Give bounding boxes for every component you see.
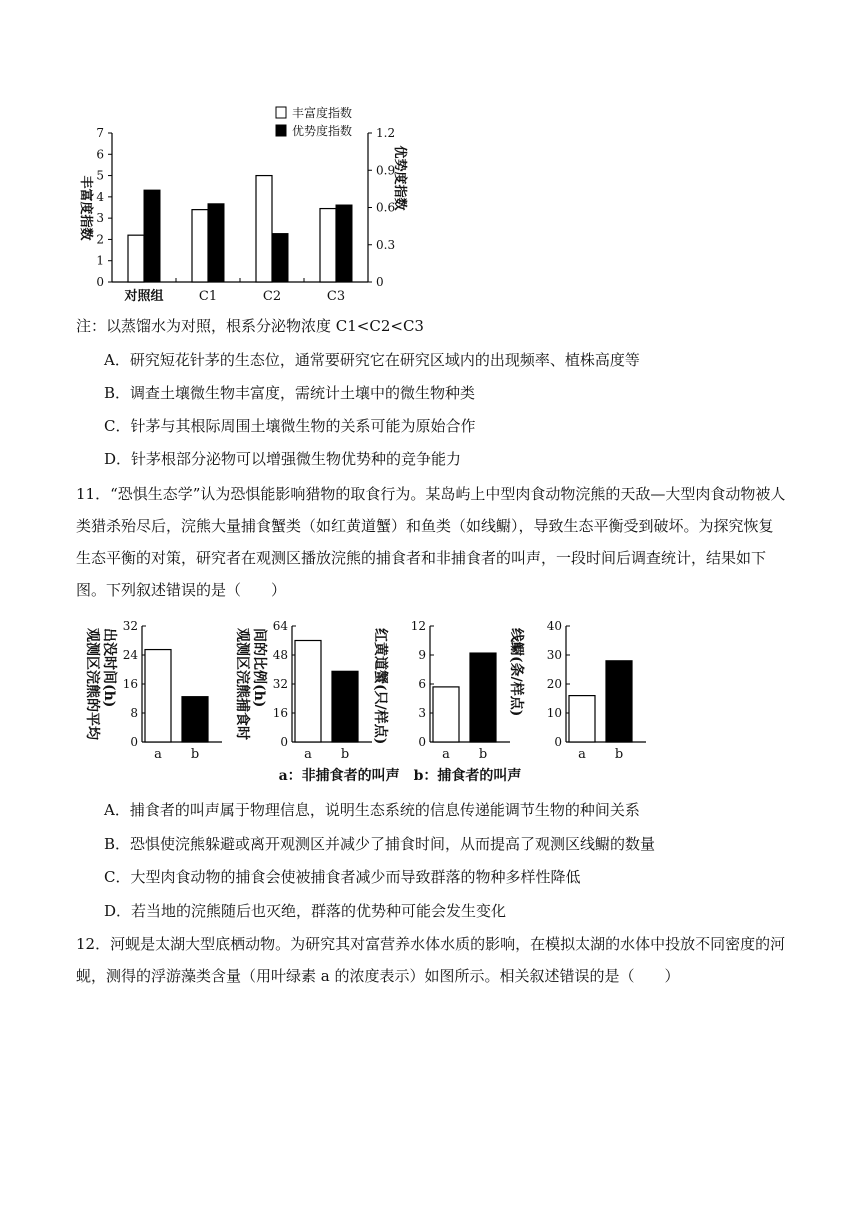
q11-chart-tick-label: 48: [272, 648, 288, 662]
q11-chart-category-label: b: [340, 747, 350, 762]
q11-chart-tick-label: 12: [410, 619, 426, 633]
chart1-legend: [276, 105, 352, 138]
q11-chart-ylabel: 出没时间(h): [101, 628, 117, 708]
chart-note: 注：以蒸馏水为对照，根系分泌物浓度 C1<C2<C3: [76, 317, 424, 335]
q11-chart-2: [234, 619, 372, 762]
q11-chart-category-label: b: [190, 747, 200, 762]
chart1-left-tick-label: 4: [96, 189, 104, 204]
legend-label-richness: 丰富度指数: [292, 106, 353, 120]
chart1-bar-richness: [192, 210, 208, 282]
chart1-ylabel-right: 优势度指数: [392, 145, 407, 211]
q11-chart-category-label: a: [442, 747, 450, 762]
chart1-right-tick-label: 0.3: [376, 237, 396, 252]
q10-option-a: A．研究短花针茅的生态位，通常要研究它在研究区域内的出现频率、植株高度等: [104, 351, 640, 369]
chart1-bar-richness: [128, 235, 144, 282]
q11-chart-bar-a: [569, 696, 595, 742]
chart1-right-tick-label: 0: [376, 275, 384, 289]
q10-option-d: D．针茅根部分泌物可以增强微生物优势种的竞争能力: [104, 450, 462, 468]
q11-chart-bar-b: [332, 671, 358, 742]
q11-option-a: A．捕食者的叫声属于物理信息，说明生态系统的信息传递能调节生物的种间关系: [104, 801, 640, 819]
q11-chart-1: [84, 619, 222, 762]
q11-chart-tick-label: 6: [418, 677, 426, 691]
q11-chart-tick-label: 16: [272, 706, 288, 720]
q11-chart-tick-label: 64: [272, 619, 288, 633]
q11-chart-tick-label: 32: [272, 677, 288, 691]
q11-chart-bar-a: [295, 641, 321, 743]
chart1-bar-dominance: [144, 190, 160, 282]
q11-chart-tick-label: 8: [130, 706, 138, 720]
q11-chart-bar-b: [182, 697, 208, 742]
q11-chart-category-label: a: [578, 747, 586, 762]
q10-option-b: B．调查土壤微生物丰富度，需统计土壤中的微生物种类: [104, 384, 476, 402]
q11-chart-tick-label: 3: [418, 706, 426, 720]
legend-swatch-richness: [276, 107, 286, 118]
q11-chart-category-label: b: [614, 747, 624, 762]
chart1-left-tick-label: 2: [96, 232, 104, 247]
q11-chart-tick-label: 16: [122, 677, 138, 691]
q11-chart-tick-label: 0: [280, 735, 288, 749]
chart1-left-tick-label: 6: [96, 147, 104, 162]
q11-chart-category-label: b: [478, 747, 488, 762]
chart1-ylabel-left: 丰富度指数: [78, 175, 93, 241]
q11-chart-tick-label: 9: [418, 648, 426, 662]
chart1-right-tick-label: 0.6: [376, 200, 396, 215]
q11-charts: [70, 614, 790, 790]
chart1-right-tick-label: 1.2: [376, 126, 396, 140]
chart1-category-label: C1: [198, 289, 218, 304]
q11-option-c: C．大型肉食动物的捕食会使被捕食者减少而导致群落的物种多样性降低: [104, 868, 581, 886]
q11-chart-ylabel: 观测区浣熊的平均: [84, 628, 100, 740]
q11-stem: 11．“恐惧生态学”认为恐惧能影响猎物的取食行为。某岛屿上中型肉食动物浣熊的天敌—大型肉食动物被人类猎杀殆尽后，浣熊大量捕食蟹类（如红黄道蟹）和鱼类（如线鳚），导致生态平衡受到破坏。为探究恢复生态平衡的对策，研究者在观测区播放浣熊的捕食者和非捕食者的叫声，一段时间后调查统计，结果如下图。下列叙述错误的是（ ）: [76, 485, 786, 599]
q11-chart-bar-a: [433, 687, 459, 742]
chart1-left-tick-label: 7: [96, 126, 104, 140]
chart1-left-tick-label: 5: [96, 168, 104, 183]
q11-chart-tick-label: 40: [546, 619, 562, 633]
q11-chart-category-label: a: [154, 747, 162, 762]
chart1-category-label: 对照组: [124, 289, 164, 304]
chart1-left-tick-label: 0: [96, 275, 104, 289]
q11-chart-bar-b: [606, 661, 632, 742]
legend-swatch-dominance: [276, 125, 286, 136]
q11-chart-tick-label: 20: [546, 677, 562, 691]
chart1-bar-dominance: [208, 204, 224, 282]
chart1-category-label: C2: [262, 289, 282, 304]
q11-chart-ylabel: 红黄道蟹(只/样点): [372, 628, 388, 745]
chart1-right-tick-label: 0.9: [376, 163, 396, 178]
q10-option-c: C．针茅与其根际周围土壤微生物的关系可能为原始合作: [104, 417, 476, 435]
chart1-left-tick-label: 3: [96, 211, 104, 226]
q11-chart-3: [372, 619, 510, 762]
q11-chart-tick-label: 0: [554, 735, 562, 749]
q11-chart-tick-label: 30: [546, 648, 562, 662]
q11-chart-tick-label: 24: [122, 648, 138, 662]
q12-stem: 12．河蚬是太湖大型底栖动物。为研究其对富营养水体水质的影响，在模拟太湖的水体中投放不同密度的河蚬，测得的浮游藻类含量（用叶绿素 a 的浓度表示）如图所示。相关叙述错误的是（ ）: [76, 935, 786, 985]
q11-chart-4: [508, 619, 646, 762]
chart-richness-dominance: [70, 98, 430, 310]
q11-chart-tick-label: 32: [122, 619, 138, 633]
q11-chart-tick-label: 10: [546, 706, 562, 720]
q11-option-d: D．若当地的浣熊随后也灭绝，群落的优势种可能会发生变化: [104, 902, 507, 920]
q11-chart-legend: a：非捕食者的叫声 b：捕食者的叫声: [278, 768, 522, 784]
chart1-bar-richness: [256, 176, 272, 282]
chart1-bar-richness: [320, 209, 336, 282]
chart1-category-label: C3: [326, 289, 346, 304]
q11-chart-tick-label: 0: [130, 735, 138, 749]
q11-chart-tick-label: 0: [418, 735, 426, 749]
q11-chart-ylabel: 观测区浣熊捕食时: [234, 628, 250, 740]
chart1-bar-dominance: [272, 234, 288, 282]
q11-chart-ylabel: 间的比例(h): [251, 628, 267, 708]
q11-chart-bar-a: [145, 650, 171, 742]
q11-option-b: B．恐惧使浣熊躲避或离开观测区并减少了捕食时间，从而提高了观测区线鳚的数量: [104, 835, 656, 853]
q11-chart-bar-b: [470, 653, 496, 742]
q11-chart-ylabel: 线鳚(条/样点): [508, 628, 524, 717]
legend-label-dominance: 优势度指数: [292, 124, 353, 138]
chart1-bar-dominance: [336, 205, 352, 282]
q11-chart-category-label: a: [304, 747, 312, 762]
chart1-left-tick-label: 1: [96, 253, 104, 268]
